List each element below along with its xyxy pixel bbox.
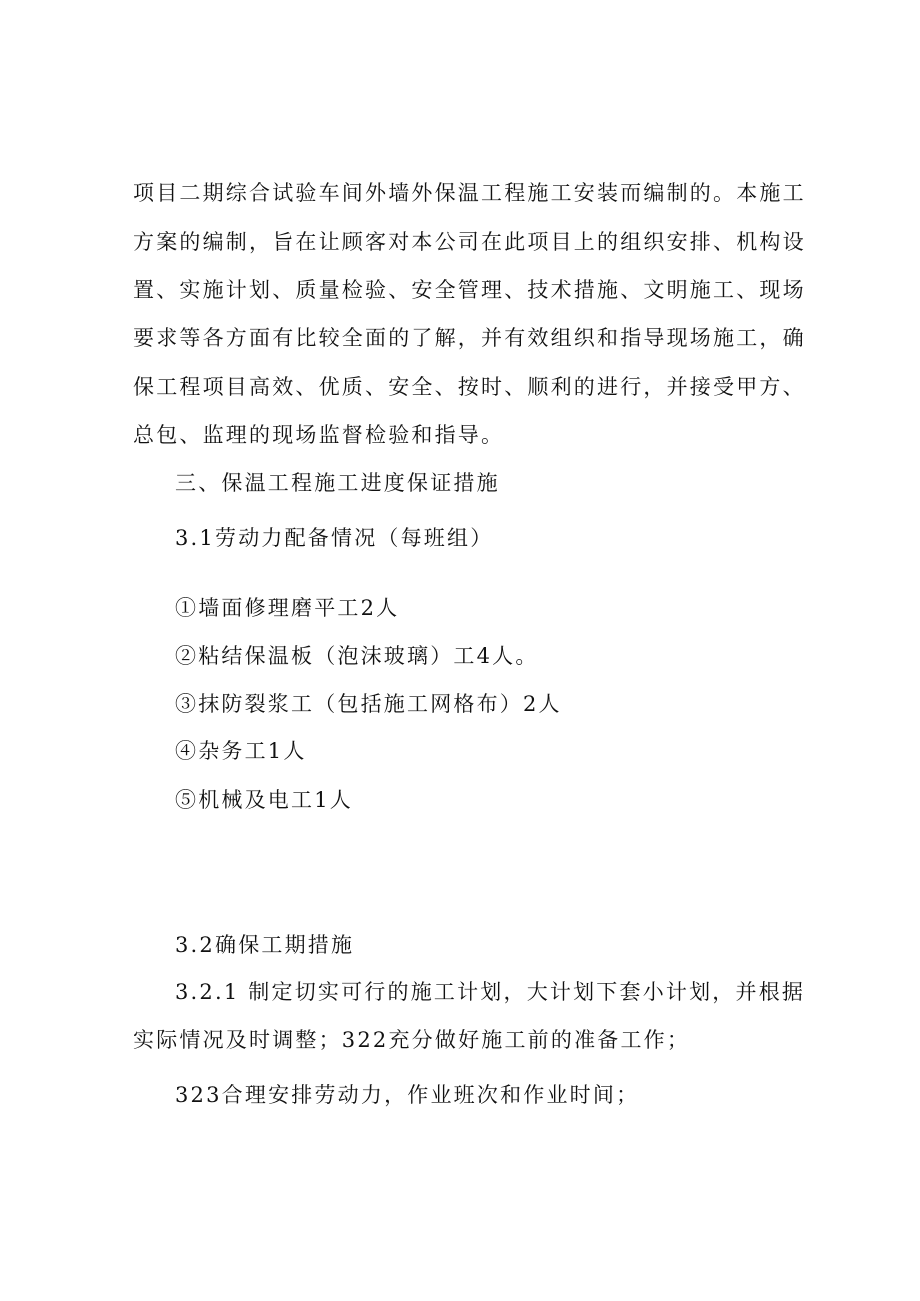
list-item: ①墙面修理磨平工2人 (175, 596, 400, 620)
list-item: ③抹防裂浆工（包括施工网格布）2人 (175, 692, 562, 716)
subsection-heading-3-2: 3.2确保工期措施 (175, 933, 355, 957)
list-item: ④杂务工1人 (175, 739, 307, 763)
list-item: ②粘结保温板（泡沫玻璃）工4人。 (175, 644, 539, 668)
paragraph-line: 方案的编制，旨在让顾客对本公司在此项目上的组织安排、机构设 (133, 230, 806, 254)
paragraph-line: 保工程项目高效、优质、安全、按时、顺利的进行，并接受甲方、 (133, 375, 806, 399)
section-heading: 三、保温工程施工进度保证措施 (175, 471, 500, 495)
paragraph-line: 项目二期综合试验车间外墙外保温工程施工安装而编制的。本施工 (133, 181, 806, 205)
item-3-2-1-line: 3.2.1 制定切实可行的施工计划，大计划下套小计划，并根据 (175, 980, 806, 1004)
paragraph-line: 置、实施计划、质量检验、安全管理、技术措施、文明施工、现场 (133, 278, 806, 302)
list-item: ⑤机械及电工1人 (175, 788, 353, 812)
item-3-2-1-continuation: 实际情况及时调整；322充分做好施工前的准备工作； (133, 1028, 691, 1052)
paragraph-line: 要求等各方面有比较全面的了解，并有效组织和指导现场施工，确 (133, 326, 806, 350)
subsection-heading-3-1: 3.1劳动力配备情况（每班组） (175, 526, 494, 550)
paragraph-line: 总包、监理的现场监督检验和指导。 (133, 423, 505, 447)
item-3-2-3: 323合理安排劳动力，作业班次和作业时间； (175, 1083, 640, 1107)
